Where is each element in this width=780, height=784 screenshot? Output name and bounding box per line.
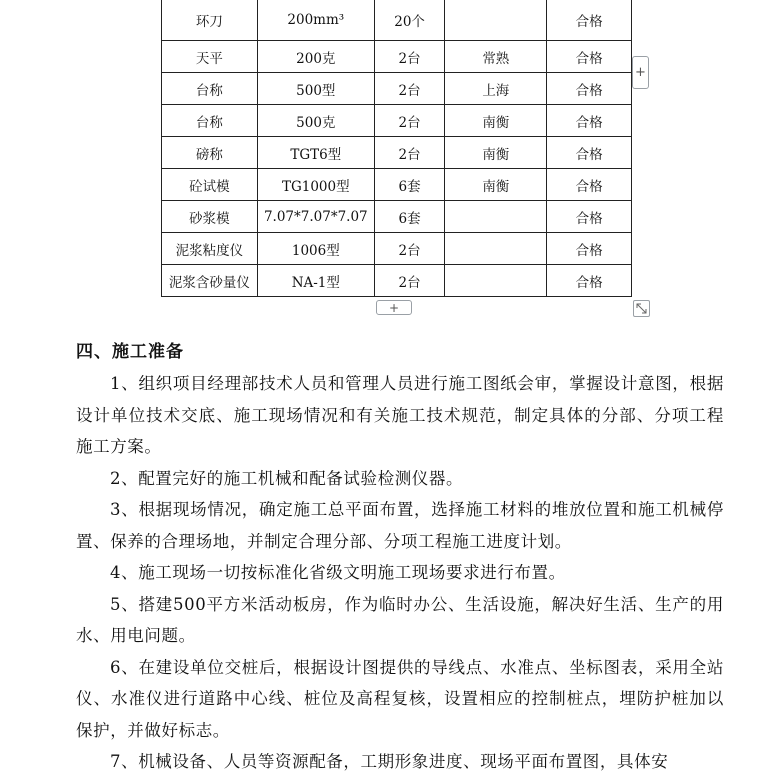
cell-model[interactable]: TGT6型 bbox=[257, 137, 374, 169]
paragraph: 5、搭建500平方米活动板房，作为临时办公、生活设施，解决好生活、生产的用水、用电问题。 bbox=[76, 594, 724, 645]
table-row bbox=[162, 137, 632, 169]
resize-diagonal-icon bbox=[634, 301, 649, 316]
cell-manufacturer[interactable] bbox=[445, 0, 547, 41]
cell-manufacturer[interactable] bbox=[445, 201, 547, 233]
cell-manufacturer[interactable]: 上海 bbox=[445, 73, 547, 105]
cell-quantity[interactable]: 2台 bbox=[374, 41, 445, 73]
table-row bbox=[162, 0, 632, 41]
paragraph: 2、配置完好的施工机械和配备试验检测仪器。 bbox=[110, 468, 464, 488]
cell-name[interactable]: 台称 bbox=[162, 105, 258, 137]
cell-status[interactable]: 合格 bbox=[547, 137, 632, 169]
cell-model[interactable]: 500型 bbox=[257, 73, 374, 105]
plus-icon: + bbox=[388, 300, 400, 315]
cell-model[interactable]: NA-1型 bbox=[257, 265, 374, 297]
cell-name[interactable]: 环刀 bbox=[162, 0, 258, 41]
section-heading: 四、施工准备 bbox=[76, 342, 184, 362]
table-resize-handle[interactable] bbox=[633, 300, 650, 317]
cell-quantity[interactable]: 2台 bbox=[374, 233, 445, 265]
plus-icon: + bbox=[635, 65, 646, 80]
paragraph: 1、组织项目经理部技术人员和管理人员进行施工图纸会审，掌握设计意图，根据设计单位技术交底、施工现场情况和有关施工技术规范，制定具体的分部、分项工程施工方案。 bbox=[76, 374, 724, 456]
cell-quantity[interactable]: 2台 bbox=[374, 105, 445, 137]
paragraph: 4、施工现场一切按标准化省级文明施工现场要求进行布置。 bbox=[110, 563, 566, 582]
cell-status[interactable]: 合格 bbox=[547, 233, 632, 265]
cell-name[interactable]: 天平 bbox=[162, 41, 258, 73]
cell-manufacturer[interactable]: 南衡 bbox=[445, 137, 547, 169]
paragraph: 7、机械设备、人员等资源配备，工期形象进度、现场平面布置图，具体安 bbox=[110, 752, 669, 771]
add-column-button[interactable] bbox=[376, 300, 412, 315]
table-row bbox=[162, 41, 632, 73]
equipment-table bbox=[161, 0, 632, 297]
cell-name[interactable]: 磅称 bbox=[162, 137, 258, 169]
cell-quantity[interactable]: 2台 bbox=[374, 137, 445, 169]
cell-status[interactable]: 合格 bbox=[547, 265, 632, 297]
cell-status[interactable]: 合格 bbox=[547, 0, 632, 41]
cell-model[interactable]: TG1000型 bbox=[257, 169, 374, 201]
cell-manufacturer[interactable]: 常熟 bbox=[445, 41, 547, 73]
paragraph: 3、根据现场情况，确定施工总平面布置，选择施工材料的堆放位置和施工机械停置、保养的合理场地，并制定合理分部、分项工程施工进度计划。 bbox=[76, 500, 724, 551]
cell-status[interactable]: 合格 bbox=[547, 105, 632, 137]
cell-quantity[interactable]: 6套 bbox=[374, 201, 445, 233]
cell-model[interactable]: 1006型 bbox=[257, 233, 374, 265]
cell-quantity[interactable]: 6套 bbox=[374, 169, 445, 201]
document-body bbox=[76, 368, 724, 778]
cell-status[interactable]: 合格 bbox=[547, 73, 632, 105]
cell-manufacturer[interactable] bbox=[445, 265, 547, 297]
cell-name[interactable]: 砼试模 bbox=[162, 169, 258, 201]
cell-status[interactable]: 合格 bbox=[547, 169, 632, 201]
cell-model[interactable]: 7.07*7.07*7.07 bbox=[257, 201, 374, 233]
cell-quantity[interactable]: 2台 bbox=[374, 265, 445, 297]
cell-name[interactable]: 台称 bbox=[162, 73, 258, 105]
cell-quantity[interactable]: 20个 bbox=[374, 0, 445, 41]
cell-quantity[interactable]: 2台 bbox=[374, 73, 445, 105]
cell-status[interactable]: 合格 bbox=[547, 41, 632, 73]
table-row bbox=[162, 105, 632, 137]
cell-status[interactable]: 合格 bbox=[547, 201, 632, 233]
add-row-button[interactable] bbox=[632, 56, 649, 89]
paragraph: 6、在建设单位交桩后，根据设计图提供的导线点、水准点、坐标图表，采用全站仪、水准仪进行道路中心线、桩位及高程复核，设置相应的控制桩点，埋防护桩加以保护，并做好标志。 bbox=[76, 657, 724, 740]
table-row bbox=[162, 233, 632, 265]
cell-manufacturer[interactable] bbox=[445, 233, 547, 265]
cell-name[interactable]: 泥浆含砂量仪 bbox=[162, 265, 258, 297]
table-row bbox=[162, 201, 632, 233]
table-row bbox=[162, 169, 632, 201]
cell-manufacturer[interactable]: 南衡 bbox=[445, 105, 547, 137]
table-row bbox=[162, 265, 632, 297]
cell-manufacturer[interactable]: 南衡 bbox=[445, 169, 547, 201]
cell-model[interactable]: 200克 bbox=[257, 41, 374, 73]
cell-name[interactable]: 砂浆模 bbox=[162, 201, 258, 233]
cell-model[interactable]: 200mm³ bbox=[257, 0, 374, 41]
table-row bbox=[162, 73, 632, 105]
cell-model[interactable]: 500克 bbox=[257, 105, 374, 137]
cell-name[interactable]: 泥浆粘度仪 bbox=[162, 233, 258, 265]
